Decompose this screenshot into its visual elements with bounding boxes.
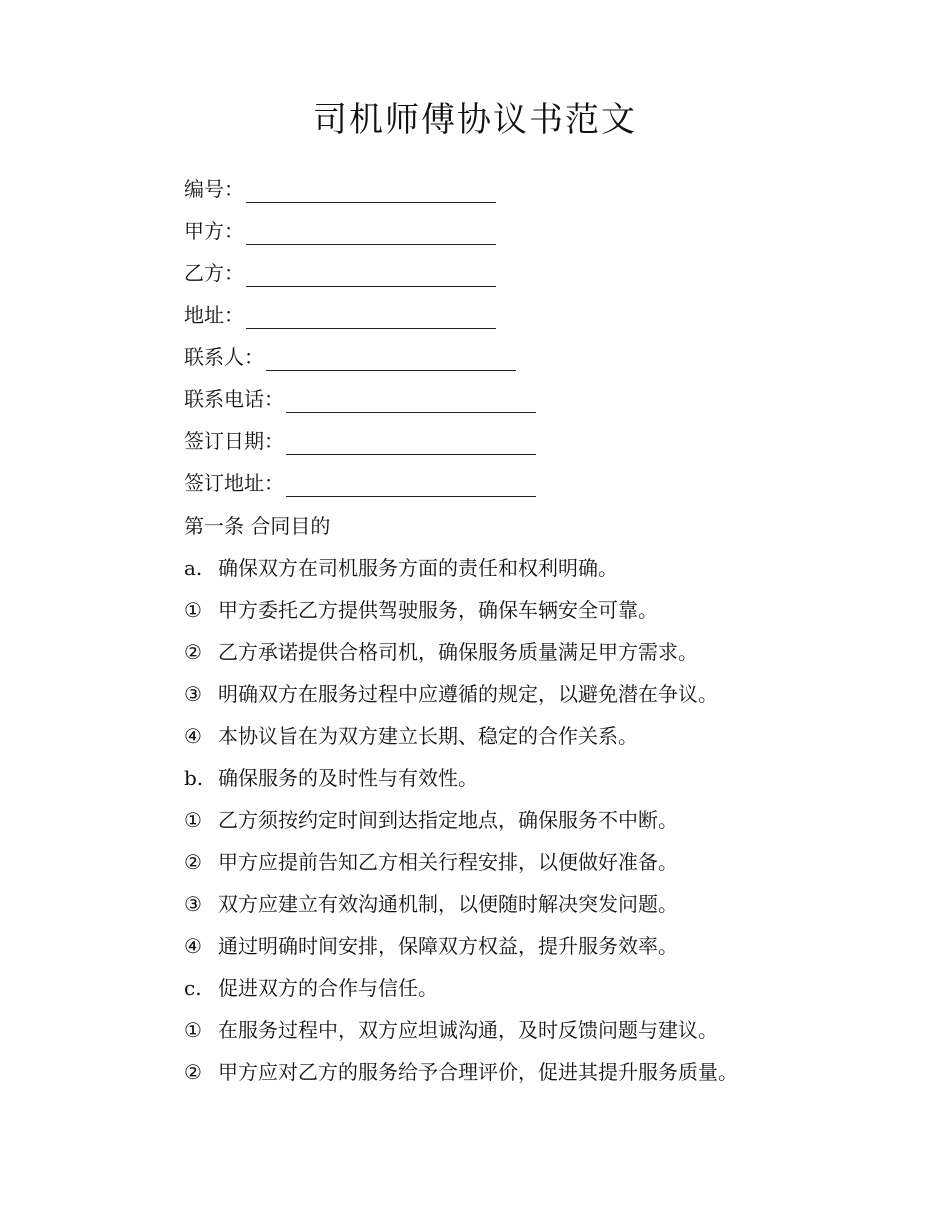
list-item xyxy=(184,883,864,925)
list-marker: a. xyxy=(184,556,203,580)
field-label: 联系电话： xyxy=(184,387,284,411)
list-marker: ② xyxy=(184,1060,202,1084)
list-item xyxy=(184,757,864,799)
line-text: 甲方委托乙方提供驾驶服务，确保车辆安全可靠。 xyxy=(218,598,658,622)
field-blank-line[interactable] xyxy=(246,302,496,329)
line-text: 乙方须按约定时间到达指定地点，确保服务不中断。 xyxy=(218,808,678,832)
list-item xyxy=(184,925,864,967)
list-item xyxy=(184,673,864,715)
list-item xyxy=(184,715,864,757)
line-text: 甲方应对乙方的服务给予合理评价，促进其提升服务质量。 xyxy=(218,1060,738,1084)
document-title: 司机师傅协议书范文 xyxy=(313,100,637,140)
field-label: 甲方： xyxy=(184,219,244,243)
list-item xyxy=(184,967,864,1009)
field-blank-line[interactable] xyxy=(286,470,536,497)
line-text: 促进双方的合作与信任。 xyxy=(218,976,438,1000)
field-phone xyxy=(184,378,824,420)
line-text: 第一条 合同目的 xyxy=(184,514,331,538)
field-address xyxy=(184,294,824,336)
list-item xyxy=(184,799,864,841)
list-marker: ③ xyxy=(184,682,202,706)
line-text: 确保双方在司机服务方面的责任和权利明确。 xyxy=(218,556,618,580)
line-text: 甲方应提前告知乙方相关行程安排，以便做好准备。 xyxy=(218,850,678,874)
field-blank-line[interactable] xyxy=(286,428,536,455)
field-label: 编号： xyxy=(184,177,244,201)
field-party-b xyxy=(184,252,824,294)
line-text: 通过明确时间安排，保障双方权益，提升服务效率。 xyxy=(218,934,678,958)
line-text: 明确双方在服务过程中应遵循的规定，以避免潜在争议。 xyxy=(218,682,718,706)
list-marker: ④ xyxy=(184,724,202,748)
field-blank-line[interactable] xyxy=(266,344,516,371)
list-item xyxy=(184,589,864,631)
list-marker: b. xyxy=(184,766,204,790)
list-marker: ④ xyxy=(184,934,202,958)
field-label: 联系人： xyxy=(184,345,264,369)
field-number xyxy=(184,168,824,210)
field-party-a xyxy=(184,210,824,252)
list-marker: ① xyxy=(184,808,202,832)
field-label: 地址： xyxy=(184,303,244,327)
field-sign-date xyxy=(184,420,824,462)
list-marker: ③ xyxy=(184,892,202,916)
field-blank-line[interactable] xyxy=(286,386,536,413)
agreement-body xyxy=(184,505,864,1093)
line-text: 在服务过程中，双方应坦诚沟通，及时反馈问题与建议。 xyxy=(218,1018,718,1042)
field-label: 乙方： xyxy=(184,261,244,285)
list-item xyxy=(184,631,864,673)
line-text: 确保服务的及时性与有效性。 xyxy=(218,766,478,790)
line-text: 乙方承诺提供合格司机，确保服务质量满足甲方需求。 xyxy=(218,640,698,664)
list-marker: c. xyxy=(184,976,202,1000)
header-fields xyxy=(184,168,824,504)
list-marker: ② xyxy=(184,640,202,664)
list-item xyxy=(184,547,864,589)
list-item xyxy=(184,841,864,883)
section-heading xyxy=(184,505,864,547)
field-contact xyxy=(184,336,824,378)
field-blank-line[interactable] xyxy=(246,218,496,245)
line-text: 本协议旨在为双方建立长期、稳定的合作关系。 xyxy=(218,724,638,748)
field-blank-line[interactable] xyxy=(246,260,496,287)
field-label: 签订日期： xyxy=(184,429,284,453)
list-marker: ① xyxy=(184,1018,202,1042)
list-marker: ② xyxy=(184,850,202,874)
list-item xyxy=(184,1009,864,1051)
list-marker: ① xyxy=(184,598,202,622)
field-sign-place xyxy=(184,462,824,504)
list-item xyxy=(184,1051,864,1093)
field-label: 签订地址： xyxy=(184,471,284,495)
field-blank-line[interactable] xyxy=(246,176,496,203)
line-text: 双方应建立有效沟通机制，以便随时解决突发问题。 xyxy=(218,892,678,916)
